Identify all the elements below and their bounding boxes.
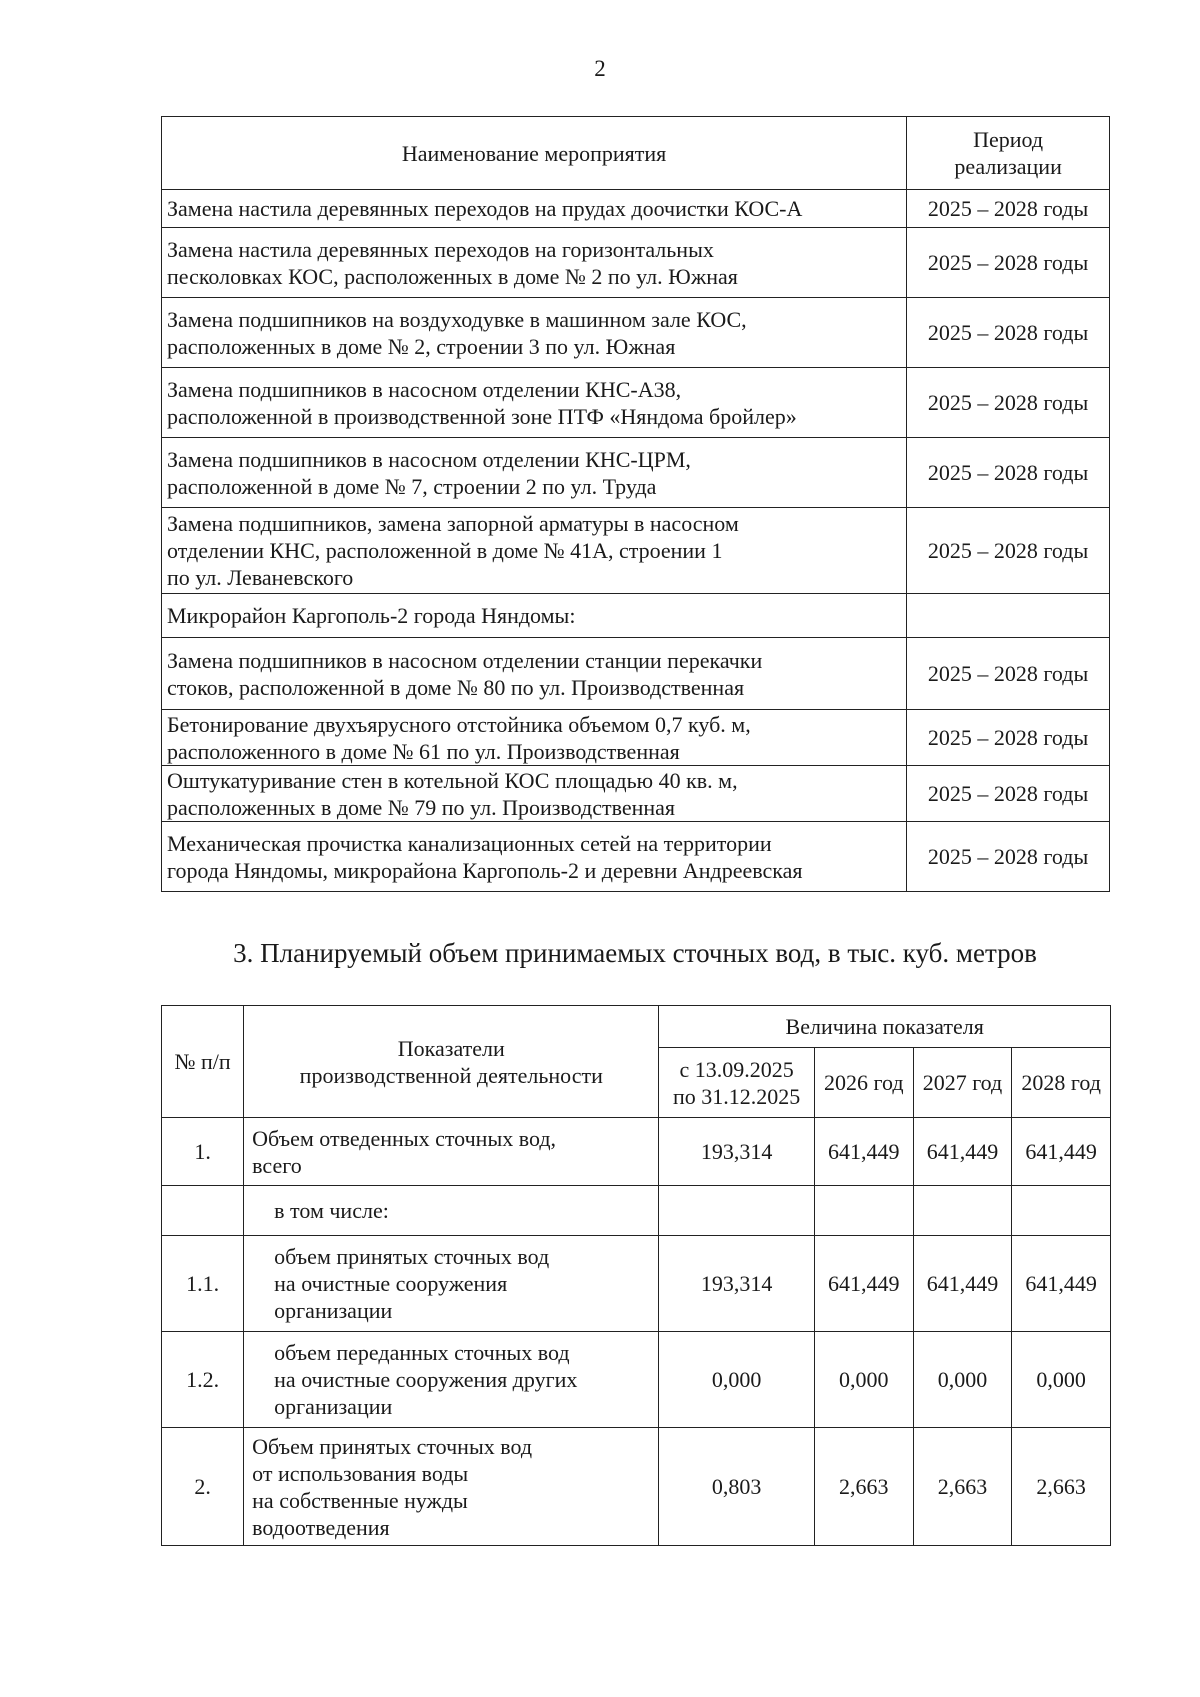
row-number [162, 1186, 244, 1236]
activity-name [162, 508, 907, 594]
activity-name-line: Бетонирование двухъярусного отстойника объемом 0,7 куб. м, [167, 711, 751, 737]
indicator-value: 193,314 [659, 1118, 815, 1186]
activity-period: 2025 – 2028 годы [907, 298, 1110, 368]
activity-period: 2025 – 2028 годы [907, 368, 1110, 438]
header-col-2026: 2026 год [814, 1048, 913, 1118]
row-number: 1. [162, 1118, 244, 1186]
activity-name-line: Замена подшипников на воздуходувке в машинном зале КОС, [167, 306, 747, 332]
indicator-line: на очистные сооружения [274, 1271, 508, 1296]
indicator-value: 193,314 [659, 1236, 815, 1332]
section-title: 3. Планируемый объем принимаемых сточных вод, в тыс. куб. метров [233, 938, 1037, 968]
activity-name-line: Замена подшипников, замена запорной арматуры в насосном [167, 511, 739, 536]
volume-row [162, 1332, 1111, 1428]
indicator-value: 0,000 [1012, 1332, 1111, 1428]
activity-name [162, 710, 907, 766]
indicator-line: объем переданных сточных вод [274, 1340, 570, 1365]
activity-name-line: отделении КНС, расположенной в доме № 41А, строении 1 [167, 538, 723, 563]
row-number: 2. [162, 1428, 244, 1546]
activity-period [907, 594, 1110, 638]
activity-name-line: расположенного в доме № 61 по ул. Производственная [167, 738, 680, 764]
indicator-value: 641,449 [913, 1236, 1012, 1332]
header-col-2027: 2027 год [913, 1048, 1012, 1118]
activity-row [162, 508, 1110, 594]
header-value-group: Величина показателя [659, 1006, 1111, 1048]
header-col-2028: 2028 год [1012, 1048, 1111, 1118]
indicator-name [244, 1332, 659, 1428]
indicator-value: 641,449 [1012, 1236, 1111, 1332]
indicator-value: 2,663 [1012, 1428, 1111, 1546]
page-number: 2 [594, 56, 606, 81]
indicator-line: Объем принятых сточных вод [252, 1433, 533, 1459]
activity-period: 2025 – 2028 годы [907, 190, 1110, 228]
activities-table [161, 116, 1110, 892]
indicator-value: 0,000 [814, 1332, 913, 1428]
indicator-value: 2,663 [814, 1428, 913, 1546]
activity-period: 2025 – 2028 годы [907, 766, 1110, 822]
volume-row [162, 1428, 1111, 1546]
activity-name-line: Оштукатуривание стен в котельной КОС площадью 40 кв. м, [167, 767, 738, 793]
indicator-value: 0,803 [659, 1428, 815, 1546]
activity-name-line: расположенных в доме № 79 по ул. Производственная [167, 794, 676, 820]
volume-table-body [162, 1118, 1111, 1546]
indicator-value: 641,449 [913, 1118, 1012, 1186]
indicator-name [244, 1428, 659, 1546]
indicator-value [659, 1186, 815, 1236]
activity-period: 2025 – 2028 годы [907, 438, 1110, 508]
volume-row [162, 1118, 1111, 1186]
activities-table-header [162, 117, 1110, 190]
activity-name [162, 298, 907, 368]
activity-period: 2025 – 2028 годы [907, 638, 1110, 710]
activity-name-line: расположенной в доме № 7, строении 2 по ул. Труда [167, 473, 657, 499]
header-period [907, 117, 1110, 190]
activity-row [162, 438, 1110, 508]
activities-table-body [162, 190, 1110, 892]
indicator-line: Объем отведенных сточных вод, [252, 1125, 557, 1151]
indicator-line: на очистные сооружения других [274, 1367, 578, 1392]
activity-period: 2025 – 2028 годы [907, 822, 1110, 892]
activity-row [162, 228, 1110, 298]
header-indicator [244, 1006, 659, 1118]
activity-name-line: Замена настила деревянных переходов на прудах доочистки КОС-А [167, 196, 803, 221]
indicator-name [244, 1186, 659, 1236]
indicator-value: 641,449 [814, 1118, 913, 1186]
volume-row [162, 1186, 1111, 1236]
activity-name-line: Замена настила деревянных переходов на горизонтальных [167, 236, 714, 262]
activity-name-line: Замена подшипников в насосном отделении станции перекачки [167, 647, 763, 673]
indicator-line: от использования воды [252, 1460, 469, 1486]
indicator-line: всего [252, 1152, 302, 1178]
activity-name-line: города Няндомы, микрорайона Каргополь-2 и деревни Андреевская [167, 857, 803, 883]
activity-name [162, 766, 907, 822]
activity-name [162, 190, 907, 228]
indicator-value: 641,449 [814, 1236, 913, 1332]
indicator-line: в том числе: [274, 1198, 389, 1223]
activity-row [162, 594, 1110, 638]
activity-name-line: Замена подшипников в насосном отделении КНС-ЦРМ, [167, 446, 691, 472]
indicator-name [244, 1118, 659, 1186]
activity-row [162, 822, 1110, 892]
activity-name-line: песколовках КОС, расположенных в доме № 2 по ул. Южная [167, 263, 738, 289]
activity-period: 2025 – 2028 годы [907, 710, 1110, 766]
indicator-value: 0,000 [659, 1332, 815, 1428]
header-activity-name: Наименование мероприятия [162, 117, 907, 190]
indicator-value [1012, 1186, 1111, 1236]
wastewater-volume-table [161, 1005, 1111, 1546]
activity-row [162, 710, 1110, 766]
activity-name-line: стоков, расположенной в доме № 80 по ул. Производственная [167, 674, 745, 700]
indicator-value: 2,663 [913, 1428, 1012, 1546]
volume-table-header-row-1 [162, 1006, 1111, 1048]
header-period-line2: реализации [954, 154, 1062, 179]
header-num: № п/п [162, 1006, 244, 1118]
activity-name [162, 228, 907, 298]
activity-name-line: расположенной в производственной зоне ПТФ «Няндома бройлер» [167, 403, 797, 429]
activity-name-line: Микрорайон Каргополь-2 города Няндомы: [167, 603, 576, 628]
indicator-value [814, 1186, 913, 1236]
activity-name [162, 594, 907, 638]
header-col1-line1: с 13.09.2025 [679, 1056, 794, 1082]
activity-row [162, 766, 1110, 822]
activity-row [162, 638, 1110, 710]
indicator-value [913, 1186, 1012, 1236]
indicator-value: 641,449 [1012, 1118, 1111, 1186]
activity-row [162, 368, 1110, 438]
indicator-line: водоотведения [252, 1514, 390, 1540]
volume-row [162, 1236, 1111, 1332]
indicator-line: организации [274, 1394, 393, 1419]
indicator-name [244, 1236, 659, 1332]
activity-name-line: по ул. Леваневского [167, 565, 354, 590]
activity-name-line: расположенных в доме № 2, строении 3 по ул. Южная [167, 333, 676, 359]
row-number: 1.2. [162, 1332, 244, 1428]
header-col1-line2: по 31.12.2025 [673, 1083, 801, 1109]
header-period-line1: Период [973, 127, 1044, 152]
indicator-line: организации [274, 1298, 393, 1323]
indicator-line: на собственные нужды [252, 1487, 468, 1513]
activity-name [162, 638, 907, 710]
activity-name-line: Замена подшипников в насосном отделении КНС-А38, [167, 376, 682, 402]
row-number: 1.1. [162, 1236, 244, 1332]
activity-row [162, 190, 1110, 228]
indicator-value: 0,000 [913, 1332, 1012, 1428]
activity-period: 2025 – 2028 годы [907, 228, 1110, 298]
activity-name [162, 438, 907, 508]
activity-name [162, 368, 907, 438]
activity-name-line: Механическая прочистка канализационных сетей на территории [167, 830, 772, 856]
header-col-period-2025 [659, 1048, 815, 1118]
header-indicator-line2: производственной деятельности [299, 1062, 603, 1088]
activity-row [162, 298, 1110, 368]
header-indicator-line1: Показатели [397, 1035, 505, 1061]
activity-name [162, 822, 907, 892]
indicator-line: объем принятых сточных вод [274, 1244, 550, 1269]
activity-period: 2025 – 2028 годы [907, 508, 1110, 594]
